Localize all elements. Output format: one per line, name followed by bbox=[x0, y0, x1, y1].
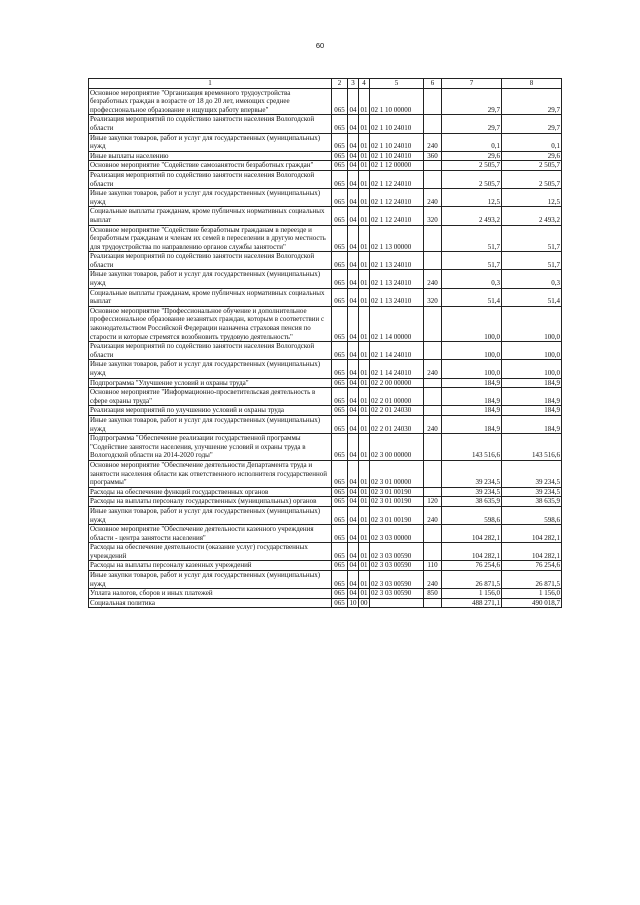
row-name-cell: Реализация мероприятий по содействию занятости населения Вологодской области bbox=[89, 342, 332, 360]
table-row bbox=[89, 270, 562, 288]
table-row bbox=[89, 342, 562, 360]
row-name-cell: Иные закупки товаров, работ и услуг для государственных (муниципальных) нужд bbox=[89, 415, 332, 433]
amount-2019-cell: 100,0 bbox=[442, 360, 502, 378]
amount-2019-cell: 184,9 bbox=[442, 378, 502, 388]
subsection-cell: 01 bbox=[359, 342, 370, 360]
table-row bbox=[89, 151, 562, 161]
section-cell: 10 bbox=[349, 598, 357, 607]
section-cell: 04 bbox=[349, 589, 357, 598]
admin-code-cell: 065 bbox=[332, 497, 348, 507]
amount-2020-cell: 29,6 bbox=[502, 151, 562, 161]
admin-code-cell: 065 bbox=[332, 306, 348, 341]
row-name-cell: Расходы на выплаты персоналу государственных (муниципальных) органов bbox=[89, 497, 332, 507]
expense-type-cell bbox=[424, 525, 442, 543]
section-cell: 04 bbox=[349, 151, 357, 160]
table-header-row bbox=[89, 79, 562, 89]
expense-type-cell bbox=[424, 225, 442, 252]
row-name-cell: Основное мероприятие "Информационно-просветительская деятельность в сфере охраны труда" bbox=[89, 388, 332, 406]
expense-type-cell bbox=[424, 487, 442, 497]
expense-type-cell: 240 bbox=[424, 270, 442, 288]
row-name-cell: Иные закупки товаров, работ и услуг для государственных (муниципальных) нужд bbox=[89, 133, 332, 151]
budget-table bbox=[88, 78, 562, 608]
column-header: 8 bbox=[502, 79, 562, 89]
target-article-cell: 02 1 12 00000 bbox=[370, 161, 424, 171]
row-name-cell: Иные закупки товаров, работ и услуг для государственных (муниципальных) нужд bbox=[89, 360, 332, 378]
table-row bbox=[89, 252, 562, 270]
admin-code-cell: 065 bbox=[332, 270, 348, 288]
admin-code-cell: 065 bbox=[332, 434, 348, 461]
target-article-cell: 02 3 01 00190 bbox=[370, 487, 424, 497]
expense-type-cell: 240 bbox=[424, 571, 442, 589]
amount-2020-cell: 51,7 bbox=[502, 225, 562, 252]
admin-code-cell: 065 bbox=[332, 133, 348, 151]
amount-2019-cell: 100,0 bbox=[442, 342, 502, 360]
amount-2019-cell: 2 505,7 bbox=[442, 161, 502, 171]
column-header: 7 bbox=[442, 79, 502, 89]
section-cell: 04 bbox=[348, 506, 359, 524]
expense-type-cell bbox=[424, 88, 442, 115]
expense-type-cell bbox=[424, 406, 442, 416]
admin-code-cell: 065 bbox=[332, 207, 348, 225]
amount-2019-cell: 100,0 bbox=[442, 306, 502, 341]
section-cell: 04 bbox=[348, 189, 359, 207]
target-article-cell: 02 2 01 24030 bbox=[370, 415, 424, 433]
expense-type-cell: 120 bbox=[424, 497, 442, 507]
row-name-cell: Иные закупки товаров, работ и услуг для государственных (муниципальных) нужд bbox=[89, 506, 332, 524]
section-cell: 04 bbox=[348, 434, 359, 461]
admin-code-cell: 065 bbox=[332, 487, 348, 497]
expense-type-cell bbox=[424, 460, 442, 487]
target-article-cell: 02 2 01 24030 bbox=[370, 406, 424, 416]
amount-2019-cell: 51,7 bbox=[442, 225, 502, 252]
section-cell: 04 bbox=[348, 133, 359, 151]
section-cell: 04 bbox=[349, 561, 357, 570]
admin-code-cell: 065 bbox=[332, 543, 348, 561]
subsection-cell: 01 bbox=[359, 207, 370, 225]
column-header: 5 bbox=[370, 79, 424, 89]
table-row bbox=[89, 115, 562, 133]
admin-code-cell: 065 bbox=[332, 342, 348, 360]
target-article-cell: 02 1 12 24010 bbox=[370, 170, 424, 188]
table-row bbox=[89, 406, 562, 416]
table-row bbox=[89, 589, 562, 599]
amount-2020-cell: 29,7 bbox=[502, 115, 562, 133]
subsection-cell: 01 bbox=[359, 571, 370, 589]
target-article-cell: 02 3 01 00000 bbox=[370, 460, 424, 487]
row-name-cell: Расходы на обеспечение функций государственных органов bbox=[89, 487, 332, 497]
target-article-cell: 02 3 00 00000 bbox=[370, 434, 424, 461]
amount-2020-cell: 104 282,1 bbox=[502, 525, 562, 543]
table-row bbox=[89, 434, 562, 461]
expense-type-cell: 240 bbox=[424, 133, 442, 151]
amount-2020-cell: 26 871,5 bbox=[502, 571, 562, 589]
target-article-cell: 02 3 01 00190 bbox=[370, 506, 424, 524]
expense-type-cell bbox=[424, 342, 442, 360]
row-name-cell: Подпрограмма "Обеспечение реализации государственной программы "Содействие занятости населения, улучшение условий и охраны труда в Вологодской области на 2014-2020 годы" bbox=[89, 434, 332, 461]
column-header: 4 bbox=[359, 79, 370, 89]
row-name-cell: Основное мероприятие "Содействие самозанятости безработных граждан" bbox=[89, 161, 332, 171]
table-row bbox=[89, 571, 562, 589]
admin-code-cell: 065 bbox=[332, 525, 348, 543]
admin-code-cell: 065 bbox=[332, 571, 348, 589]
expense-type-cell bbox=[424, 378, 442, 388]
section-cell: 04 bbox=[348, 360, 359, 378]
target-article-cell: 02 3 01 00190 bbox=[370, 497, 424, 507]
section-cell: 04 bbox=[349, 487, 357, 496]
table-row bbox=[89, 170, 562, 188]
section-cell: 04 bbox=[348, 207, 359, 225]
row-name-cell: Уплата налогов, сборов и иных платежей bbox=[89, 589, 332, 599]
admin-code-cell: 065 bbox=[332, 406, 348, 416]
row-name-cell: Иные закупки товаров, работ и услуг для государственных (муниципальных) нужд bbox=[89, 270, 332, 288]
amount-2020-cell: 2 493,2 bbox=[502, 207, 562, 225]
target-article-cell: 02 3 03 00590 bbox=[370, 589, 424, 599]
target-article-cell: 02 1 13 24010 bbox=[370, 288, 424, 306]
subsection-cell: 01 bbox=[360, 406, 368, 415]
expense-type-cell: 360 bbox=[424, 151, 442, 161]
table-body bbox=[89, 88, 562, 608]
target-article-cell bbox=[370, 598, 424, 608]
expense-type-cell: 240 bbox=[424, 415, 442, 433]
target-article-cell: 02 2 01 00000 bbox=[370, 388, 424, 406]
subsection-cell: 01 bbox=[359, 525, 370, 543]
target-article-cell: 02 1 14 24010 bbox=[370, 360, 424, 378]
amount-2020-cell: 29,7 bbox=[502, 88, 562, 115]
admin-code-cell: 065 bbox=[332, 225, 348, 252]
amount-2020-cell: 100,0 bbox=[502, 342, 562, 360]
amount-2020-cell: 39 234,5 bbox=[502, 460, 562, 487]
subsection-cell: 01 bbox=[359, 360, 370, 378]
target-article-cell: 02 3 03 00590 bbox=[370, 543, 424, 561]
amount-2020-cell: 0,3 bbox=[502, 270, 562, 288]
table-row bbox=[89, 506, 562, 524]
expense-type-cell: 850 bbox=[424, 589, 442, 599]
target-article-cell: 02 1 12 24010 bbox=[370, 189, 424, 207]
amount-2019-cell: 143 516,6 bbox=[442, 434, 502, 461]
amount-2019-cell: 104 282,1 bbox=[442, 543, 502, 561]
row-name-cell: Подпрограмма "Улучшение условий и охраны труда" bbox=[89, 378, 332, 388]
table-row bbox=[89, 525, 562, 543]
row-name-cell: Основное мероприятие "Содействие безработным гражданам в переезде и безработным гражданам и членам их семей в переселении в другую местность для трудоустройства по направлению органов службы занятости" bbox=[89, 225, 332, 252]
expense-type-cell bbox=[424, 115, 442, 133]
admin-code-cell: 065 bbox=[332, 151, 348, 161]
amount-2019-cell: 39 234,5 bbox=[442, 460, 502, 487]
table-row bbox=[89, 288, 562, 306]
table-row bbox=[89, 497, 562, 507]
amount-2019-cell: 2 505,7 bbox=[442, 170, 502, 188]
expense-type-cell bbox=[424, 598, 442, 608]
expense-type-cell: 240 bbox=[424, 189, 442, 207]
subsection-cell: 01 bbox=[359, 189, 370, 207]
amount-2020-cell: 184,9 bbox=[502, 406, 562, 416]
section-cell: 04 bbox=[348, 525, 359, 543]
row-name-cell: Основное мероприятие "Обеспечение деятельности казенного учреждения области - центра занятости населения" bbox=[89, 525, 332, 543]
subsection-cell: 01 bbox=[359, 543, 370, 561]
expense-type-cell bbox=[424, 161, 442, 171]
amount-2019-cell: 184,9 bbox=[442, 388, 502, 406]
section-cell: 04 bbox=[348, 270, 359, 288]
section-cell: 04 bbox=[348, 225, 359, 252]
table-row bbox=[89, 388, 562, 406]
expense-type-cell bbox=[424, 252, 442, 270]
table-row bbox=[89, 189, 562, 207]
amount-2020-cell: 51,4 bbox=[502, 288, 562, 306]
admin-code-cell: 065 bbox=[332, 88, 348, 115]
page-number: 60 bbox=[315, 41, 325, 50]
section-cell: 04 bbox=[348, 342, 359, 360]
expense-type-cell bbox=[424, 306, 442, 341]
section-cell: 04 bbox=[348, 543, 359, 561]
amount-2020-cell: 100,0 bbox=[502, 360, 562, 378]
admin-code-cell: 065 bbox=[332, 598, 348, 608]
amount-2020-cell: 598,6 bbox=[502, 506, 562, 524]
subsection-cell: 01 bbox=[359, 252, 370, 270]
column-header: 1 bbox=[89, 79, 332, 89]
expense-type-cell: 240 bbox=[424, 360, 442, 378]
subsection-cell: 01 bbox=[359, 270, 370, 288]
target-article-cell: 02 1 13 24010 bbox=[370, 252, 424, 270]
target-article-cell: 02 1 10 24010 bbox=[370, 133, 424, 151]
expense-type-cell: 320 bbox=[424, 207, 442, 225]
amount-2019-cell: 0,1 bbox=[442, 133, 502, 151]
target-article-cell: 02 1 12 24010 bbox=[370, 207, 424, 225]
table-row bbox=[89, 133, 562, 151]
target-article-cell: 02 1 10 24010 bbox=[370, 115, 424, 133]
column-header: 2 bbox=[332, 79, 348, 89]
table-row bbox=[89, 306, 562, 341]
column-header: 6 bbox=[424, 79, 442, 89]
expense-type-cell bbox=[424, 388, 442, 406]
target-article-cell: 02 1 13 24010 bbox=[370, 270, 424, 288]
amount-2020-cell: 0,1 bbox=[502, 133, 562, 151]
row-name-cell: Реализация мероприятий по содействию занятости населения Вологодской области bbox=[89, 170, 332, 188]
target-article-cell: 02 3 03 00590 bbox=[370, 561, 424, 571]
amount-2019-cell: 12,5 bbox=[442, 189, 502, 207]
amount-2020-cell: 184,9 bbox=[502, 415, 562, 433]
table-row bbox=[89, 207, 562, 225]
amount-2020-cell: 490 018,7 bbox=[502, 598, 562, 608]
row-name-cell: Социальная политика bbox=[89, 598, 332, 608]
admin-code-cell: 065 bbox=[332, 506, 348, 524]
expense-type-cell: 240 bbox=[424, 506, 442, 524]
subsection-cell: 01 bbox=[360, 561, 368, 570]
amount-2020-cell: 2 505,7 bbox=[502, 161, 562, 171]
amount-2019-cell: 38 635,9 bbox=[442, 497, 502, 507]
admin-code-cell: 065 bbox=[332, 288, 348, 306]
section-cell: 04 bbox=[348, 415, 359, 433]
amount-2019-cell: 184,9 bbox=[442, 406, 502, 416]
amount-2020-cell: 184,9 bbox=[502, 388, 562, 406]
target-article-cell: 02 1 14 00000 bbox=[370, 306, 424, 341]
subsection-cell: 01 bbox=[359, 415, 370, 433]
row-name-cell: Реализация мероприятий по содействию занятости населения Вологодской области bbox=[89, 252, 332, 270]
expense-type-cell bbox=[424, 434, 442, 461]
section-cell: 04 bbox=[348, 460, 359, 487]
amount-2019-cell: 29,7 bbox=[442, 88, 502, 115]
section-cell: 04 bbox=[348, 252, 359, 270]
row-name-cell: Иные выплаты населению bbox=[89, 151, 332, 161]
row-name-cell: Социальные выплаты гражданам, кроме публичных нормативных социальных выплат bbox=[89, 207, 332, 225]
section-cell: 04 bbox=[348, 88, 359, 115]
admin-code-cell: 065 bbox=[332, 589, 348, 599]
expense-type-cell bbox=[424, 170, 442, 188]
subsection-cell: 01 bbox=[360, 487, 368, 496]
subsection-cell: 01 bbox=[359, 288, 370, 306]
row-name-cell: Иные закупки товаров, работ и услуг для государственных (муниципальных) нужд bbox=[89, 571, 332, 589]
amount-2020-cell: 143 516,6 bbox=[502, 434, 562, 461]
subsection-cell: 00 bbox=[360, 598, 368, 607]
subsection-cell: 01 bbox=[360, 378, 368, 387]
admin-code-cell: 065 bbox=[332, 252, 348, 270]
section-cell: 04 bbox=[349, 161, 357, 170]
subsection-cell: 01 bbox=[359, 460, 370, 487]
target-article-cell: 02 3 03 00590 bbox=[370, 571, 424, 589]
subsection-cell: 01 bbox=[359, 506, 370, 524]
subsection-cell: 01 bbox=[360, 497, 368, 506]
subsection-cell: 01 bbox=[359, 133, 370, 151]
subsection-cell: 01 bbox=[360, 151, 368, 160]
section-cell: 04 bbox=[349, 378, 357, 387]
section-cell: 04 bbox=[349, 406, 357, 415]
amount-2019-cell: 39 234,5 bbox=[442, 487, 502, 497]
subsection-cell: 01 bbox=[359, 88, 370, 115]
table-row bbox=[89, 561, 562, 571]
admin-code-cell: 065 bbox=[332, 378, 348, 388]
subsection-cell: 01 bbox=[359, 115, 370, 133]
target-article-cell: 02 1 10 24010 bbox=[370, 151, 424, 161]
target-article-cell: 02 1 14 24010 bbox=[370, 342, 424, 360]
admin-code-cell: 065 bbox=[332, 115, 348, 133]
amount-2019-cell: 29,6 bbox=[442, 151, 502, 161]
row-name-cell: Основное мероприятие "Обеспечение деятельности Департамента труда и занятости населения области как ответственного исполнителя государственной программы" bbox=[89, 460, 332, 487]
section-cell: 04 bbox=[348, 288, 359, 306]
amount-2020-cell: 100,0 bbox=[502, 306, 562, 341]
admin-code-cell: 065 bbox=[332, 388, 348, 406]
amount-2020-cell: 184,9 bbox=[502, 378, 562, 388]
table-row bbox=[89, 487, 562, 497]
amount-2020-cell: 104 282,1 bbox=[502, 543, 562, 561]
admin-code-cell: 065 bbox=[332, 561, 348, 571]
section-cell: 04 bbox=[348, 170, 359, 188]
amount-2019-cell: 76 254,6 bbox=[442, 561, 502, 571]
amount-2019-cell: 51,4 bbox=[442, 288, 502, 306]
subsection-cell: 01 bbox=[359, 388, 370, 406]
row-name-cell: Реализация мероприятий по улучшению условий и охраны труда bbox=[89, 406, 332, 416]
amount-2020-cell: 39 234,5 bbox=[502, 487, 562, 497]
row-name-cell: Иные закупки товаров, работ и услуг для государственных (муниципальных) нужд bbox=[89, 189, 332, 207]
table-row bbox=[89, 161, 562, 171]
table-row bbox=[89, 378, 562, 388]
section-cell: 04 bbox=[348, 115, 359, 133]
section-cell: 04 bbox=[348, 306, 359, 341]
amount-2019-cell: 51,7 bbox=[442, 252, 502, 270]
admin-code-cell: 065 bbox=[332, 460, 348, 487]
expense-type-cell: 320 bbox=[424, 288, 442, 306]
amount-2020-cell: 12,5 bbox=[502, 189, 562, 207]
target-article-cell: 02 2 00 00000 bbox=[370, 378, 424, 388]
subsection-cell: 01 bbox=[359, 170, 370, 188]
amount-2019-cell: 26 871,5 bbox=[442, 571, 502, 589]
amount-2019-cell: 0,3 bbox=[442, 270, 502, 288]
amount-2020-cell: 38 635,9 bbox=[502, 497, 562, 507]
subsection-cell: 01 bbox=[359, 225, 370, 252]
column-header: 3 bbox=[348, 79, 359, 89]
table-row bbox=[89, 88, 562, 115]
row-name-cell: Основное мероприятие "Профессиональное обучение и дополнительное профессиональное образование незанятых граждан, которым в соответствии с законодательством Российской Федерации назначена страховая пенсия по старости и которые стремятся возобновить трудовую деятельность" bbox=[89, 306, 332, 341]
row-name-cell: Основное мероприятие "Организация временного трудоустройства безработных граждан в возрасте от 18 до 20 лет, имеющих среднее профессиональное образование и ищущих работу впервые" bbox=[89, 88, 332, 115]
admin-code-cell: 065 bbox=[332, 161, 348, 171]
target-article-cell: 02 3 03 00000 bbox=[370, 525, 424, 543]
amount-2019-cell: 2 493,2 bbox=[442, 207, 502, 225]
section-cell: 04 bbox=[349, 497, 357, 506]
amount-2020-cell: 1 156,0 bbox=[502, 589, 562, 599]
table-row bbox=[89, 225, 562, 252]
section-cell: 04 bbox=[348, 571, 359, 589]
amount-2020-cell: 76 254,6 bbox=[502, 561, 562, 571]
amount-2019-cell: 488 271,1 bbox=[442, 598, 502, 608]
table-row bbox=[89, 415, 562, 433]
row-name-cell: Социальные выплаты гражданам, кроме публичных нормативных социальных выплат bbox=[89, 288, 332, 306]
amount-2020-cell: 2 505,7 bbox=[502, 170, 562, 188]
expense-type-cell: 110 bbox=[424, 561, 442, 571]
section-cell: 04 bbox=[348, 388, 359, 406]
amount-2020-cell: 51,7 bbox=[502, 252, 562, 270]
subsection-cell: 01 bbox=[360, 161, 368, 170]
table-row bbox=[89, 460, 562, 487]
amount-2019-cell: 1 156,0 bbox=[442, 589, 502, 599]
table-row bbox=[89, 360, 562, 378]
expense-type-cell bbox=[424, 543, 442, 561]
table-row bbox=[89, 598, 562, 608]
admin-code-cell: 065 bbox=[332, 415, 348, 433]
row-name-cell: Расходы на выплаты персоналу казенных учреждений bbox=[89, 561, 332, 571]
amount-2019-cell: 29,7 bbox=[442, 115, 502, 133]
amount-2019-cell: 598,6 bbox=[442, 506, 502, 524]
target-article-cell: 02 1 10 00000 bbox=[370, 88, 424, 115]
admin-code-cell: 065 bbox=[332, 360, 348, 378]
table-row bbox=[89, 543, 562, 561]
row-name-cell: Реализация мероприятий по содействию занятости населения Вологодской области bbox=[89, 115, 332, 133]
row-name-cell: Расходы на обеспечение деятельности (оказание услуг) государственных учреждений bbox=[89, 543, 332, 561]
subsection-cell: 01 bbox=[359, 434, 370, 461]
subsection-cell: 01 bbox=[360, 589, 368, 598]
subsection-cell: 01 bbox=[359, 306, 370, 341]
admin-code-cell: 065 bbox=[332, 189, 348, 207]
amount-2019-cell: 184,9 bbox=[442, 415, 502, 433]
admin-code-cell: 065 bbox=[332, 170, 348, 188]
target-article-cell: 02 1 13 00000 bbox=[370, 225, 424, 252]
amount-2019-cell: 104 282,1 bbox=[442, 525, 502, 543]
